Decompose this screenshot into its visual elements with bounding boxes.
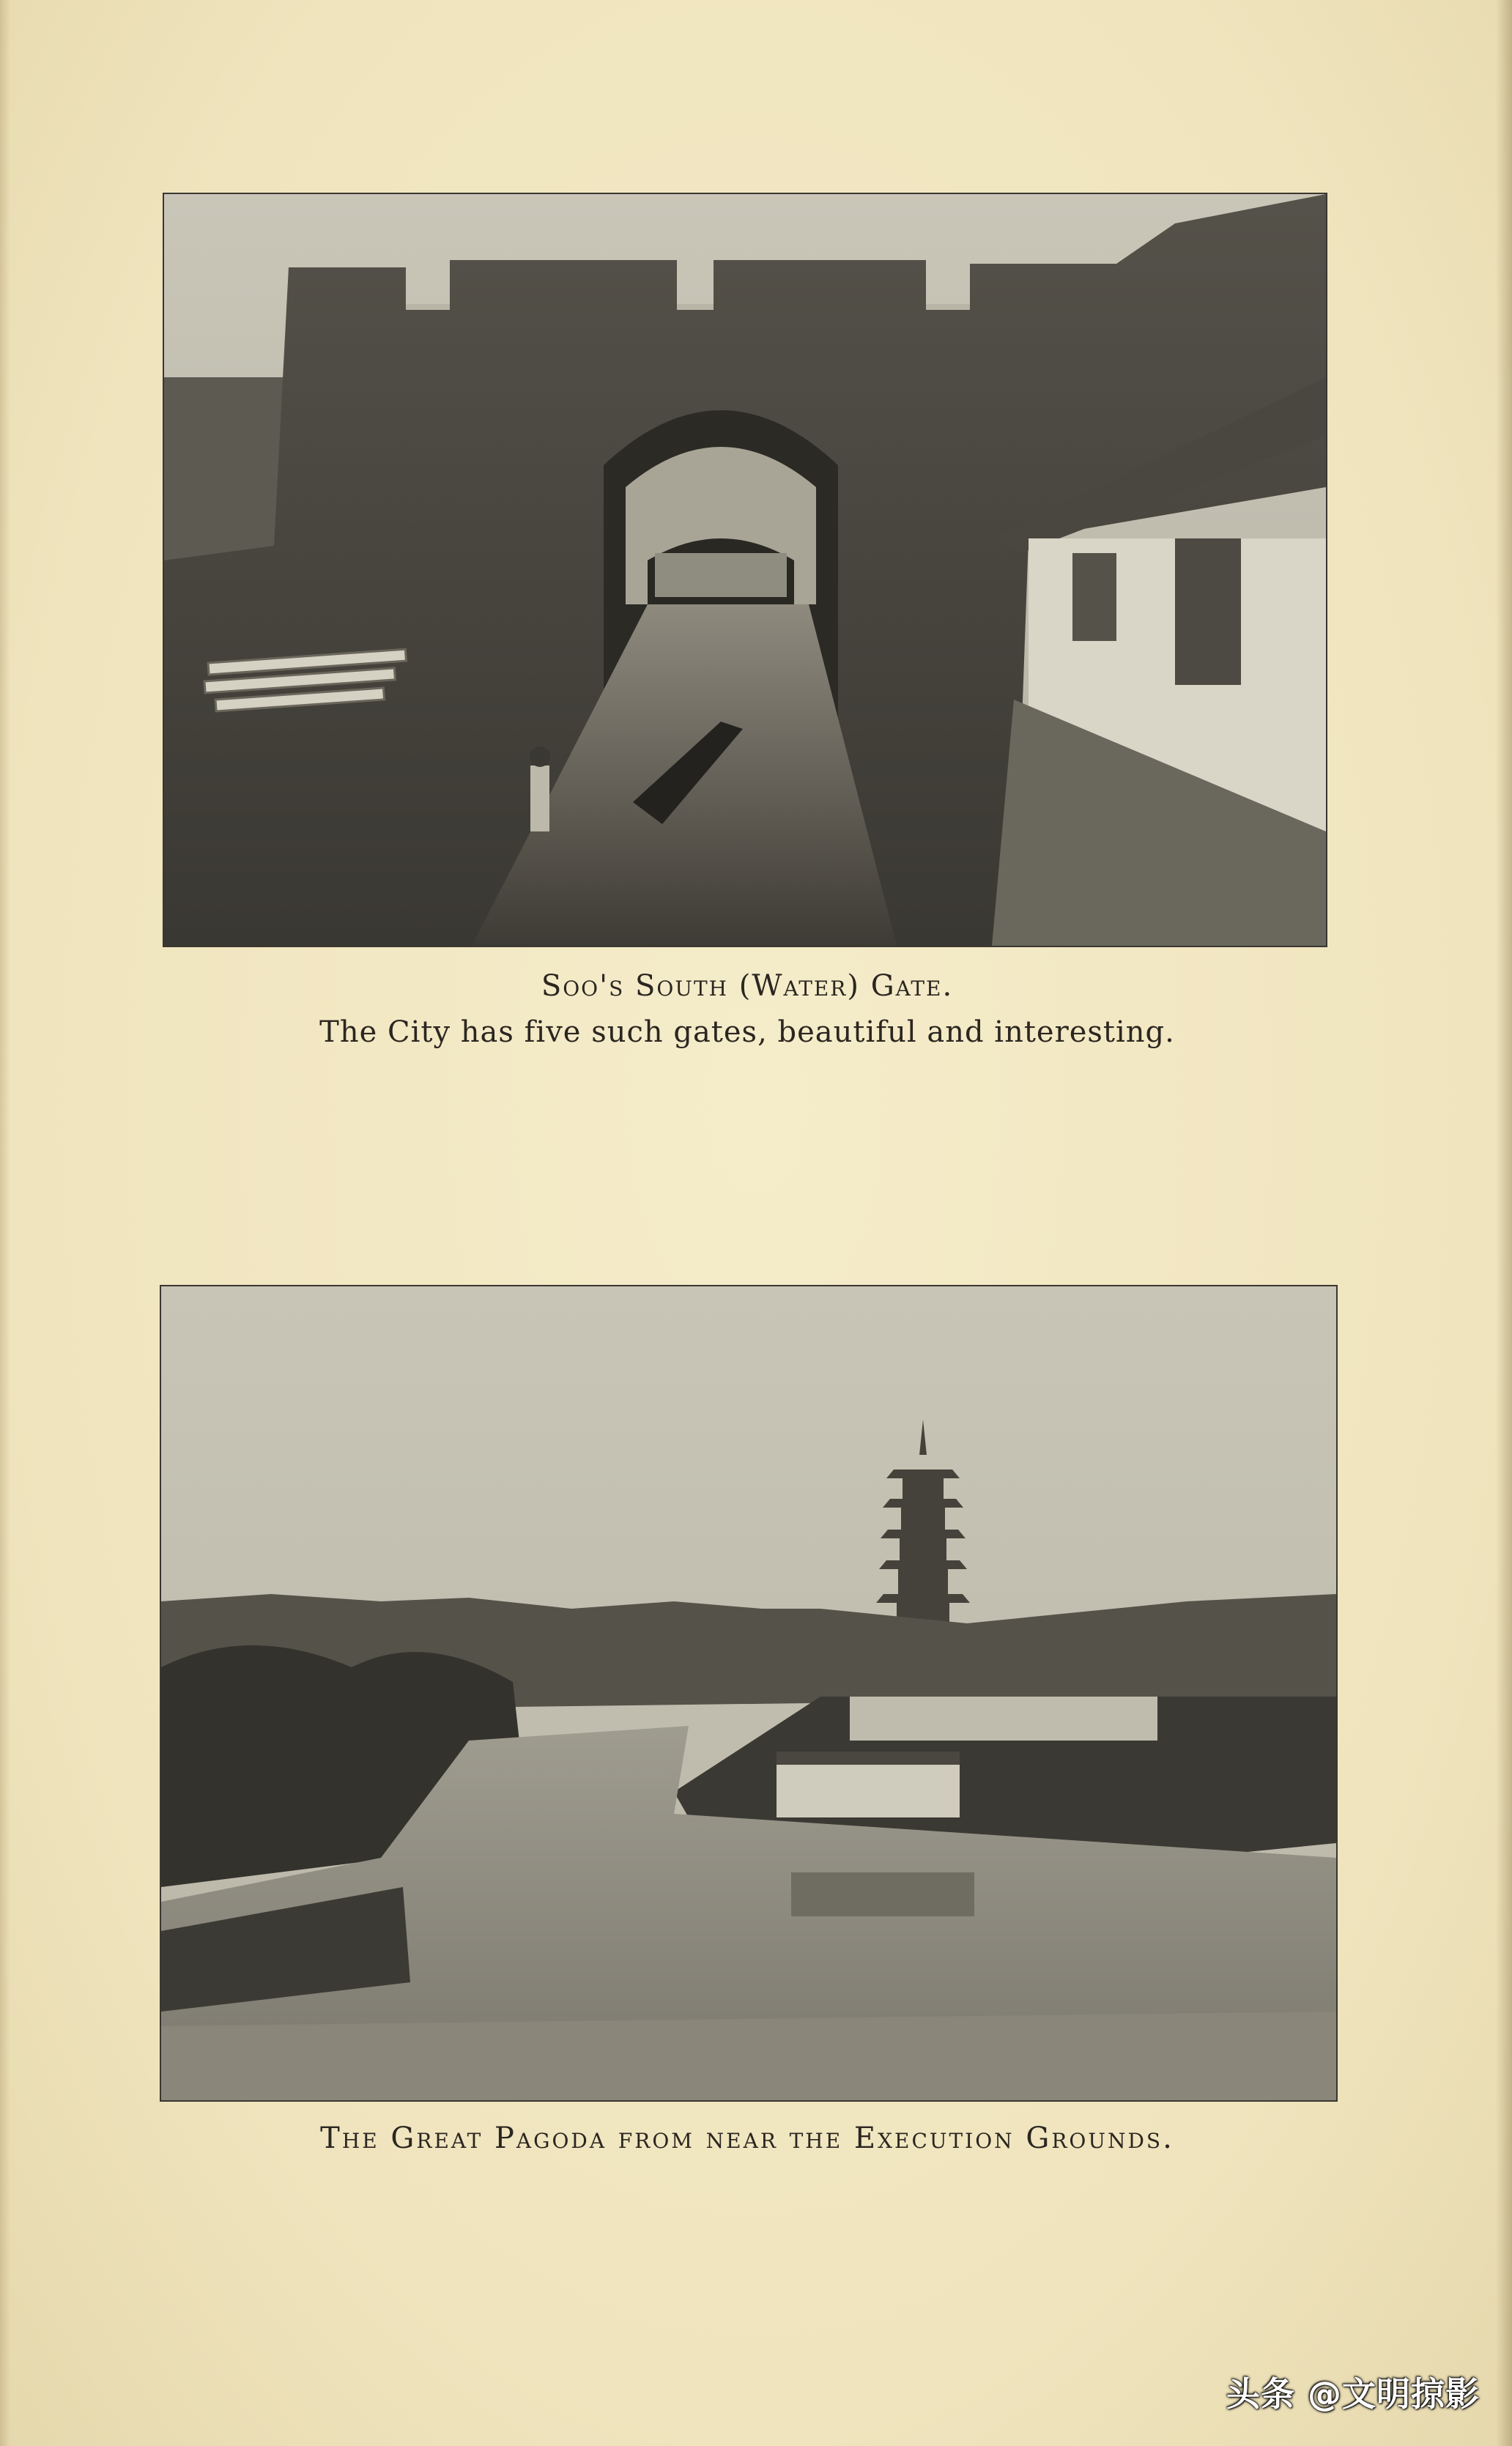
photo-great-pagoda — [160, 1285, 1338, 2102]
photo-water-gate — [163, 193, 1327, 947]
caption-subtitle-water-gate: The City has five such gates, beautiful and interesting. — [319, 1015, 1175, 1049]
page-edge-shadow — [1496, 0, 1512, 2446]
caption-title-great-pagoda: The Great Pagoda from near the Execution Grounds. — [320, 2121, 1174, 2155]
source-watermark: 头条 @文明掠影 — [1226, 2374, 1480, 2414]
caption-title-water-gate: Soo's South (Water) Gate. — [541, 969, 954, 1003]
page-left-shadow — [0, 0, 10, 2446]
